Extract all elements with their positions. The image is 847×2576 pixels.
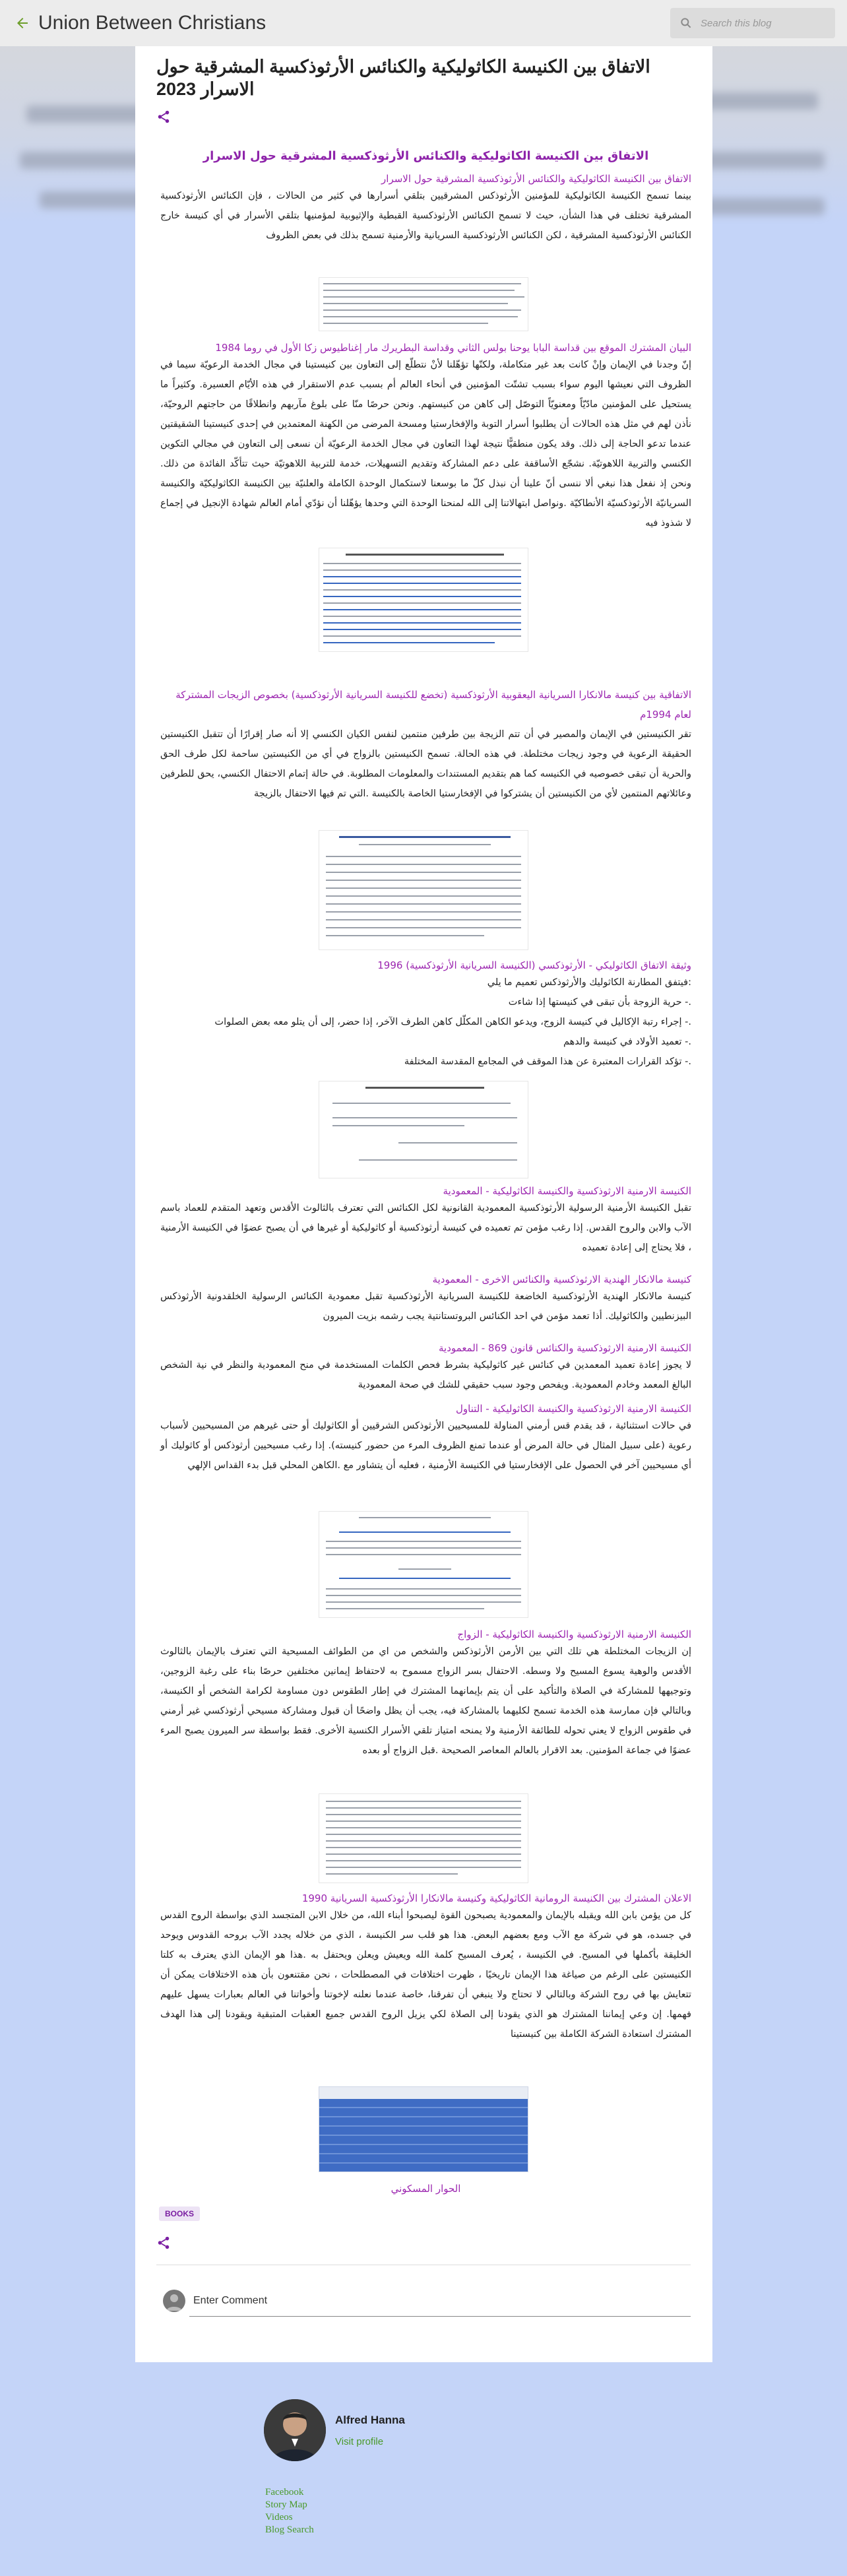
section-line: .- تؤكد القرارات المعتبرة عن هذا الموقف في المجامع المقدسة المختلفة [404,1056,691,1067]
comment-input[interactable]: Enter Comment [193,2295,268,2306]
visit-profile-link[interactable]: Visit profile [335,2436,384,2447]
section-text: إنّ وجدنا في الإيمان وإنْ كانت بعد غير متكاملة، ولكنّها تؤهّلنا لأنْ نتطلّع إلى التعاون بين كنيستينا في مجال الخدمة الرعويّة سيما في الظروف التي نعيشها اليوم سواء بسبب تشتّت المؤمنين في أنحاء العالم أم بسبب عدم الاستقرار في هذه الأيّام العسيرة. وكثيراً ما يستحيل على المؤمنين مادّيّاً ومعنويّاً التوصّل إلى كاهن من كنيستهم. ونحن حرصًا منّا على بلوغ مآربهم وانطلاقًا من حاجتهم الروحيّة، نأذن لهم في مثل هذه الحالات أن يطلبوا أسرار التوبة والإفخارستيا ومسحة المرضى من الكهنة المعتمدين في إحدى كنيستينا الشقيقتين عندما تدعو الحاجة إلى ذلك. وقد يكون منطقيًّا نتيجة لهذا التعاون في مجال الخدمة الرعويّة أن نسعى إلى التعاون في مجالي التكوين الكنسي والتربية اللاهوتيّة. نشجّع الأساقفة على دعم المشاركة وتقديم التسهيلات، خدمة للتربية اللاهوتيّة حيث تتأكّد الفائدة من ذلك. ونحن إذ نفعل هذا نبغي ألا ننسى أنّ علينا أن نبذل كلّ ما بوسعنا لاستكمال الوحدة الكاملة والعلنيّة بين الكنيسة الكاثوليكيّة والكنيسة السريانيّة الأرثوذكسيّة الأنطاكيّة .ونواصل ابتهالاتنا إلى الله لمنحنا الوحدة التي وحدها يؤهّلنا أن نؤدّي أمام العالم شهادة الإنجيل في إجماع لا شذوذ فيه [160,360,691,529]
document-image[interactable] [319,830,528,950]
section-text: كنيسة مالانكار الهندية الأرثوذكسية الخاضعة للكنيسة السريانية الأرثوذكسية تقبل معمودية الكنائس الرسولية الخلقدونية الأرثوذكس البيزنطيين والكاثوليك. أذا تعمد مؤمن في احد الكنائس البروتستانتية يجب رشمه بزيت الميرون [160,1291,691,1322]
section-text: بينما تسمح الكنيسة الكاثوليكية للمؤمنين الأرثوذكس المشرقيين بتلقي أسرارها في كثير من الحالات ، فإن الكنائس الأرثوذكسية المشرقية تختلف في هذا الشأن، حيث لا تسمح الكنائس الأرثوذكسية القبطية والإثيوبية لمؤمنيها بتلقي الأسرار في أي كنيسة خارج الكنائس الأرثوذكسية المشرقية ، لكن الكنائس الأرثوذكسية السريانية والأرمنية تسمح بذلك في بعض الظروف [160,191,691,241]
back-button[interactable] [9,10,36,36]
ecumenical-dialogue-link[interactable]: الحوار المسكوني [391,2183,461,2195]
section-line: .- إجراء رتبة الإكاليل في كنيسة الزوج، ويدعو الكاهن المكلّل كاهن الطرف الآخر، إذا حضر، إلى أن يتلو معه بعض الصلوات [214,1017,691,1027]
footer-link-story-map[interactable]: Story Map [265,2499,307,2510]
document-image[interactable] [319,277,528,331]
search-input[interactable]: Search this blog [701,17,772,29]
section-heading[interactable]: الكنيسة الارمنية الارثوذكسية والكنيسة الكاثوليكية - التناول [456,1403,691,1415]
comment-box[interactable] [163,2290,267,2312]
share-icon[interactable] [156,110,171,124]
section-heading[interactable]: البيان المشترك الموقع بين قداسة البابا يوحنا بولس الثاني وقداسة البطريرك مار إغناطيوس زكا الأول في روما 1984 [215,342,691,354]
author-name: Alfred Hanna [335,2414,405,2426]
section-text: كل من يؤمن بابن الله ويقبله بالإيمان والمعمودية يصبحون القوة ليصبحوا أبناء الله، من خلال الابن المتجسد الذي بواسطة الروح القدس في جسده، هو في شركة مع الآب ومع بعضهم البعض. هذا هو قلب سر الكنيسة ، الذي من خلاله يجدد الآب بروحه القدوس ويوحد الخليقة بأكملها في المسيح. في الكنيسة ، يُعرف المسيح كلمة الله ويعيش ويعلن ويحتفل به .هذا هو الإيمان الذي يعترف به كلتا الكنيستين على الرغم من صياغة هذا الإيمان تاريخيًا ، ظهرت اختلافات في المصطلحات ، نحن مقتنعون بأن هذه الاختلافات يمكن أن تتعايش بها في روح الشركة وبالتالي لا تحتاج ولا ينبغي أن تفرقنا، خاصة عندما نعلنه لإخوتنا وأخواتنا في العالم بعبارات يسهل عليهم فهمها. إن وعي إيماننا المشترك هو الذي يقودنا إلى الصلاة لكي يزيل الروح القدس جميع العقبات المتبقية ويقودنا إلى هذا الهدف المشترك استعادة الشركة الكاملة بين كنيستينا [160,1910,691,2040]
search-box[interactable] [670,8,835,38]
footer-link-blog-search[interactable]: Blog Search [265,2525,314,2535]
section-heading[interactable]: وثيقة الاتفاق الكاثوليكي - الأرثوذكسي (الكنيسة السريانية الأرثوذكسية) 1996 [377,959,691,971]
document-image[interactable] [319,1511,528,1618]
section-heading[interactable]: الاعلان المشترك بين الكنيسة الرومانية الكاثوليكية وكنيسة مالانكارا الأرثوذكسية السريانية 1990 [301,1892,691,1904]
avatar [163,2290,185,2312]
section-heading[interactable]: الكنيسة الارمنية الارثوذكسية والكنيسة الكاثوليكية - الزواج [457,1628,691,1640]
section-text: تقبل الكنيسة الأرمنية الرسولية الأرثوذكسية المعمودية القانونية لكل الكنائس التي تعترف بالثالوث الأقدس وتعهد المتقدم للعماد باسم الآب والابن والروح القدس. إذا رغب مؤمن تم تعميده في كنيسة أرثوذكسية أو كاثوليكية أو غيرها في أن يصبح عضوًا في الكنيسة الأرمنية ، فلا يحتاج إلى إعادة تعميده [160,1203,691,1253]
label-books[interactable]: BOOKS [159,2206,200,2221]
section-heading[interactable]: كنيسة مالانكار الهندية الارثوذكسية والكنائس الاخرى - المعمودية [432,1273,691,1285]
post-title: الاتفاق بين الكنيسة الكاثوليكية والكنائس الأرثوذكسية المشرقية حول الاسرار 2023 [156,57,650,99]
section-heading[interactable]: الكنيسة الارمنية الارثوذكسية والكنائس قانون 869 - المعمودية [439,1342,691,1354]
section-line: .- تعميد الأولاد في كنيسة والدهم [563,1037,691,1047]
section-heading[interactable]: الكنيسة الارمنية الارثوذكسية والكنيسة الكاثوليكية - المعمودية [443,1185,691,1197]
document-image[interactable] [319,1793,528,1883]
section-text: تقر الكنيستين في الإيمان والمصير في أن تتم الزيجة بين طرفين منتمين لنفس الكيان الكنسي إلا أنه صار إقرارًا أن تتقبل الكنيستين الحقيقة الرعوية في وجود زيجات مختلطة. في هذه الحالة. تسمح الكنيستين بالزواج في أي من الكنيستين ساحمة لكل طرف الحق والحرية أن تبقى خصوصيه في الكنيسه كما هم بتقديم المستندات والمعلومات المطلوبة. في حالة إتمام الاحتفال الكنسي، يحق للطرفين وعائلاتهم المنتمين لأي من الكنيستين أن يشتركوا في الإفخارستيا الخاصة بالكنيسة .التي تم فيها الاحتفال بالزيجة [160,729,691,799]
post-card [135,46,712,2362]
section-text: في حالات استثنائية ، قد يقدم قس أرمني المناولة للمسيحيين الأرثوذكس الشرقيين أو الكاثوليك أو حتى غيرهم من المسيحيين لأسباب رعوية (على سبيل المثال في حالة المرض أو عندما تمنع الظروف المرء من حضور كنيسته). إذا رغب مسيحيين أرثوذكس أو كاثوليك أو أي مسيحيين آخر في الحصول على الإفخارستيا في الكنيسة الأرمنية ، فعليه أن يتشاور مع .الكاهن المحلي قبل بدء القداس الإلهي [160,1421,691,1471]
footer-link-videos[interactable]: Videos [265,2512,293,2523]
section-line: .- حرية الزوجة بأن تبقى في كنيستها إذا شاءت [508,997,691,1008]
document-image[interactable] [319,1081,528,1178]
section-text: إن الزيجات المختلطة هي تلك التي بين الأرمن الأرثوذكس والشخص من اي من الطوائف المسيحية التي تعترف بالإيمان بالثالوث الأقدس والوهية يسوع المسيح ولا وسطه. الاحتفال بسر الزواج مسموح به لاحتفاظ إيمانين مختلفين حرصًا بناء على رغبة الزوجين، وتوجيهها للمشاركة في الصلاة والتأكيد على أن يتم بإيمانهما المشترك في إطار الطقوس دون مساومة لكرامة الشخص أو الكنيسة، وبالتالي فإن ممارسة هذه الخدمة تسمح لكليهما بالمشاركة فيه، يجب أن يظل واضحًا أن قبول ومشاركة مسيحي أرثوذكسي غير أرمني في طقوس الزواج لا يعني تحوله للطائفة الأرمنية ولا يمنحه امتياز تلقي الأسرار الكنسية الأخرى. فقط بواسطة سر الميرون يصبح المرء عضوًا في جماعة المؤمنين. بعد الاقرار بالعالم المعاصر الصحيحة .قبل الزواج أو بعده [160,1646,691,1756]
section-line: :فيتفق المطارنة الكاثوليك والأرثوذكس تعميم ما يلي [487,977,691,988]
top-bar [0,0,847,46]
section-heading[interactable]: الاتفاق بين الكنيسة الكاثوليكية والكنائس الأرثوذكسية المشرقية حول الاسرار [381,173,691,185]
section-text: لا يجوز إعادة تعميد المعمدين في كنائس غير كاثوليكية بشرط فحص الكلمات المستخدمة في منح المعمودية والنظر في نية الشخص البالغ المعمد وخادم المعمودية. ويفحص وجود سبب حقيقي للشك في صحة المعمودية [160,1360,691,1390]
arrow-left-icon [15,15,30,31]
site-title[interactable]: Union Between Christians [38,12,267,34]
footer-links [265,2486,314,2536]
document-image[interactable] [319,2086,528,2172]
share-icon[interactable] [156,2236,171,2250]
footer-link-facebook[interactable]: Facebook [265,2487,304,2497]
divider [189,2316,691,2317]
search-icon[interactable] [679,16,693,30]
section-heading[interactable]: الاتفاقية بين كنيسة مالانكارا السريانية اليعقوبية الأرثوذكسية (تخضع للكنيسة السريانية الأرثوذكسية) بخصوص الزيجات المشتركة لعام 1994م [175,689,691,721]
author-profile [264,2399,405,2461]
document-image[interactable] [319,548,528,652]
main-heading: الاتفاق بين الكنيسة الكاثوليكية والكنائس الأرثوذكسية المشرقية حول الاسرار [203,149,649,163]
author-avatar[interactable] [264,2399,326,2461]
